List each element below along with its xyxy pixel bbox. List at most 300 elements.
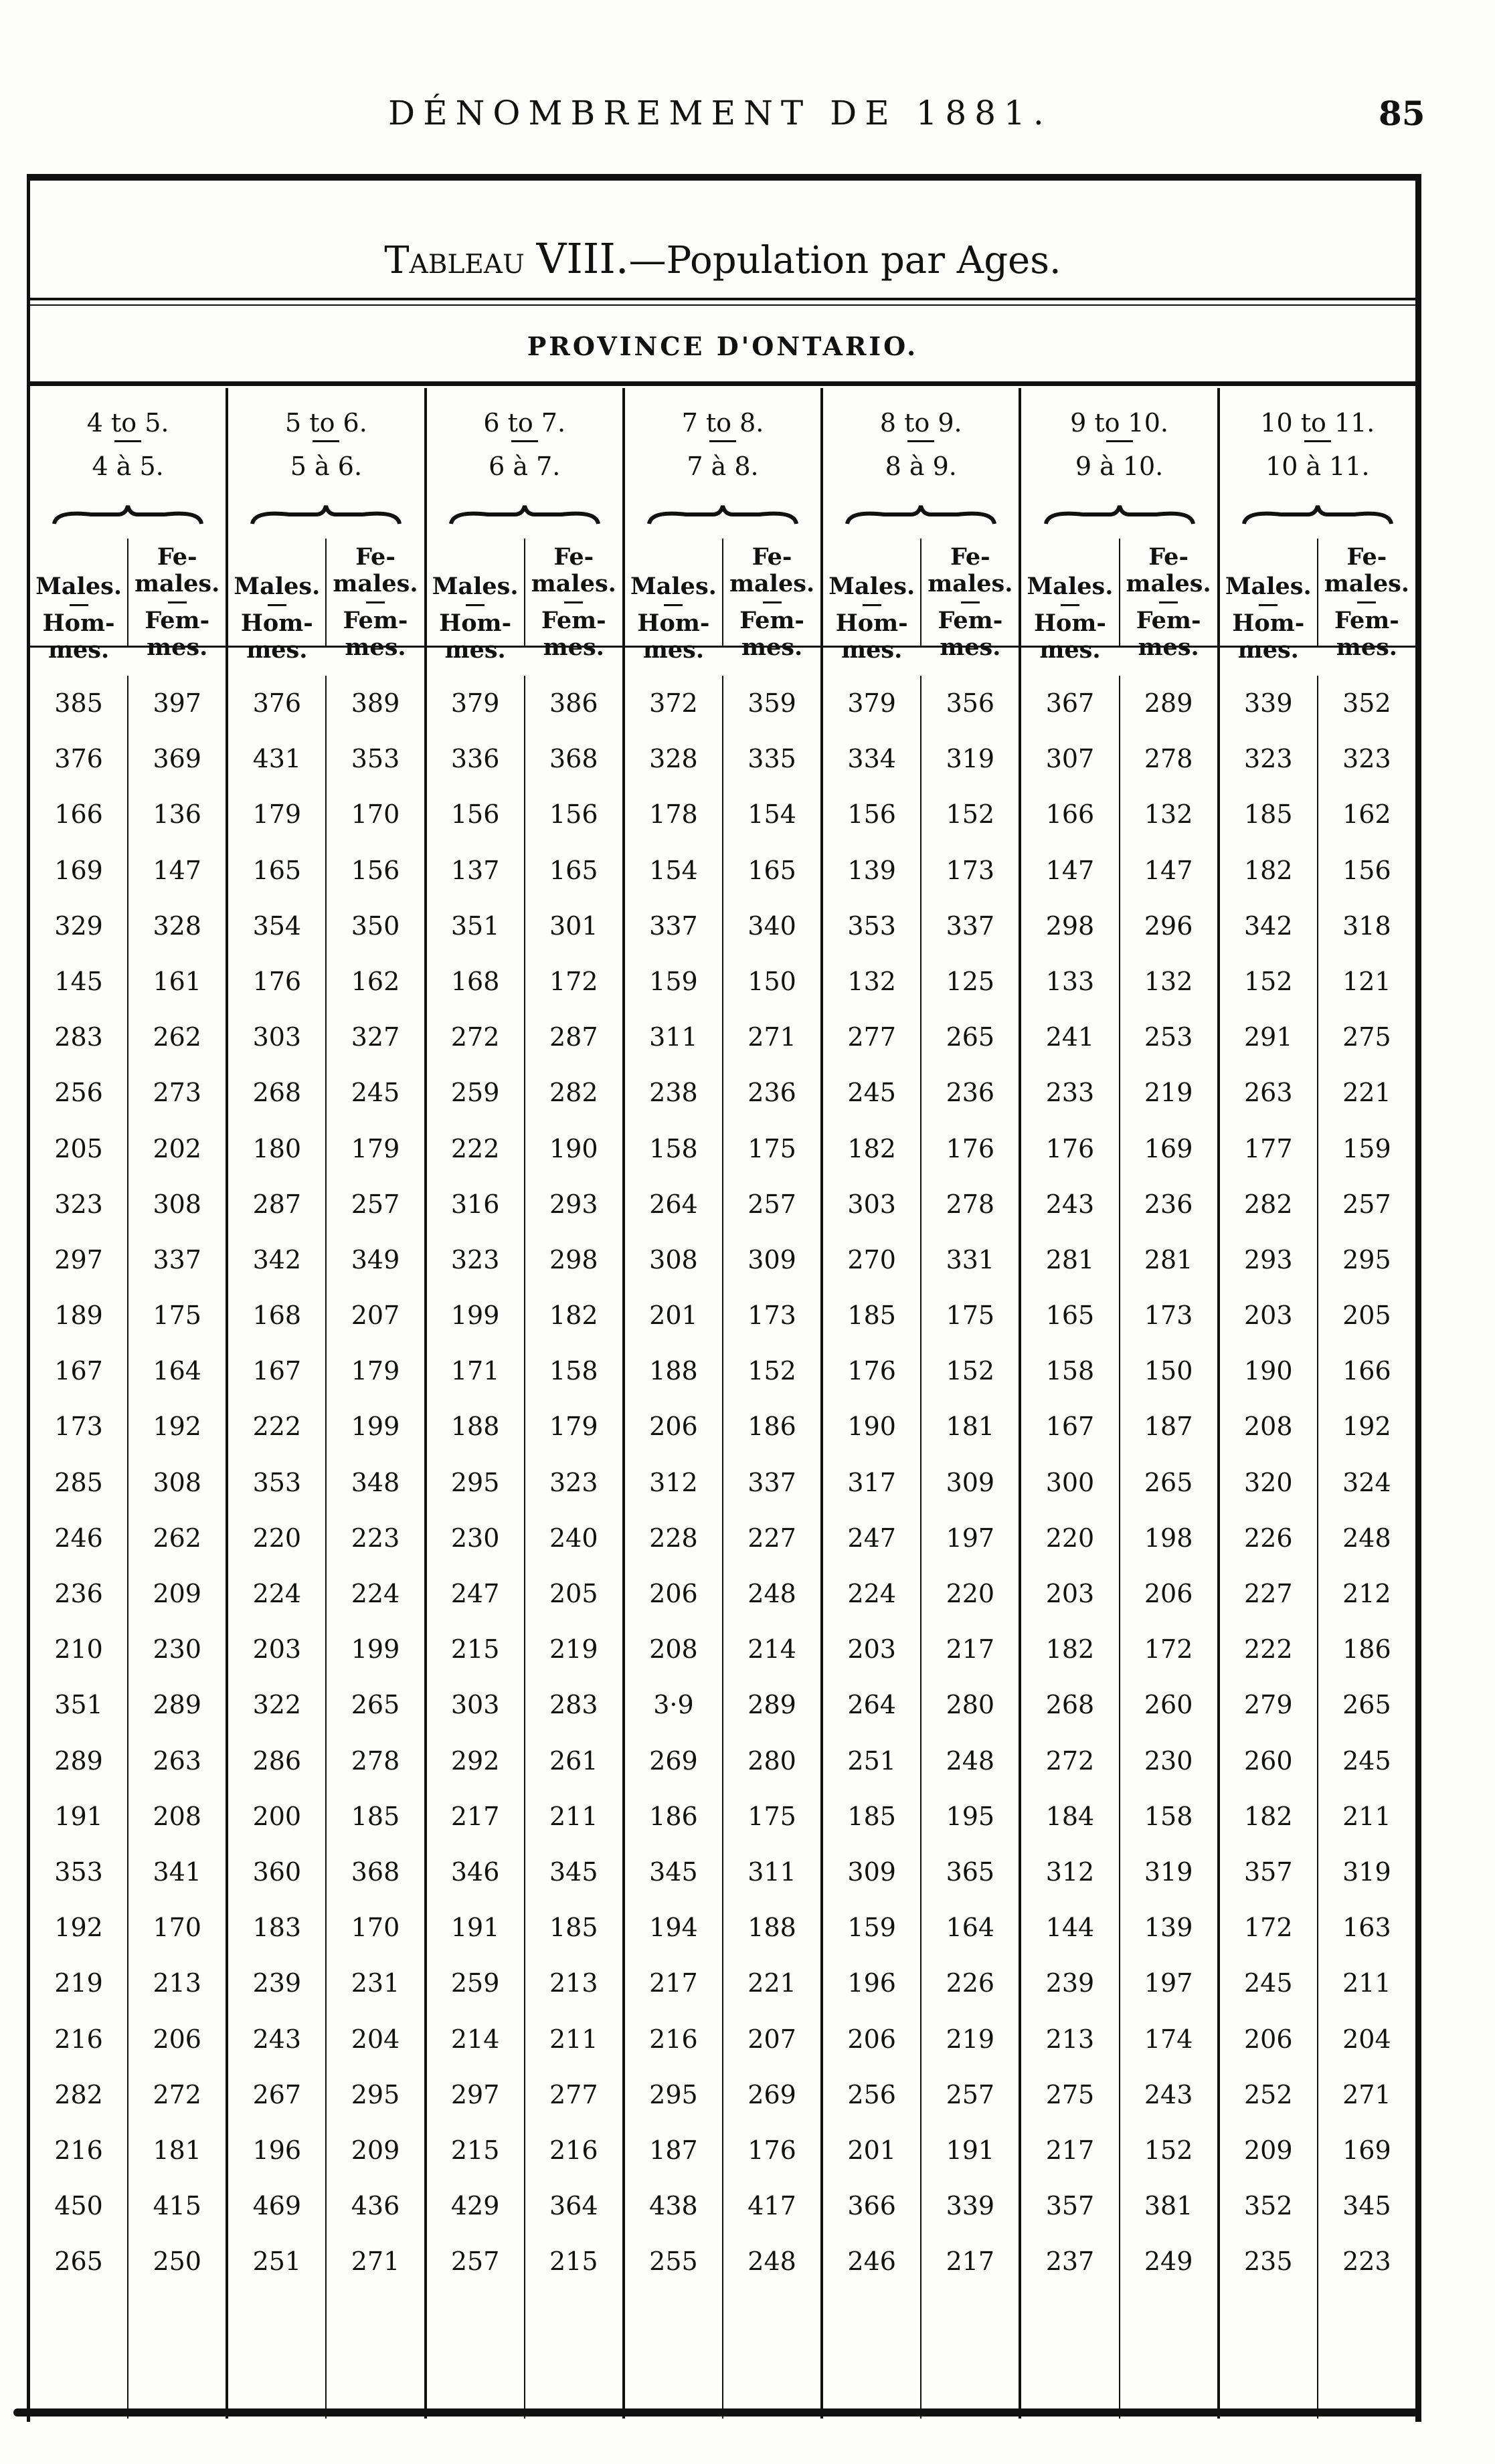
data-cell: 176	[1045, 1133, 1095, 1163]
data-cell: 206	[1144, 1579, 1193, 1608]
sex-subheader	[823, 539, 1019, 664]
data-cell: 182	[847, 1133, 896, 1163]
data-cell: 150	[748, 966, 796, 996]
females-column	[921, 676, 1019, 2419]
data-cell: 185	[351, 1801, 400, 1831]
data-cell: 158	[549, 1356, 598, 1386]
data-cell: 253	[1144, 1022, 1193, 1052]
data-cell: 298	[549, 1244, 598, 1274]
data-cell: 248	[946, 1745, 995, 1776]
data-cell: 289	[153, 1690, 201, 1720]
data-cell: 243	[252, 2024, 302, 2054]
data-cell: 156	[450, 799, 500, 830]
data-cell: 279	[1243, 1690, 1293, 1720]
data-cell: 182	[549, 1301, 598, 1331]
data-cell: 176	[847, 1356, 896, 1386]
data-cell: 176	[252, 966, 302, 996]
data-cell: 221	[1342, 1078, 1391, 1108]
females-column	[1120, 676, 1217, 2419]
age-groups	[30, 388, 1415, 2419]
data-cell: 152	[946, 1356, 995, 1386]
page-number: 85	[1379, 94, 1425, 133]
data-cell: 297	[450, 2079, 500, 2109]
data-cell: 257	[946, 2079, 995, 2109]
data-cell: 166	[54, 799, 103, 830]
age-range-en: 9 to 10.	[1021, 408, 1217, 442]
data-cell: 191	[946, 2135, 995, 2165]
age-range-en: 7 to 8.	[625, 408, 820, 442]
data-cell: 173	[748, 1301, 796, 1331]
data-cell: 136	[153, 799, 201, 830]
data-cell: 353	[54, 1857, 103, 1887]
data-cell: 173	[946, 855, 995, 885]
males-column	[625, 676, 723, 2419]
data-cell: 469	[252, 2191, 302, 2221]
data-cell: 289	[748, 1690, 796, 1720]
data-cell: 264	[649, 1189, 698, 1219]
data-cell: 170	[153, 1913, 201, 1943]
data-cell: 206	[649, 1412, 698, 1442]
data-cell: 227	[1243, 1579, 1293, 1608]
data-cell: 223	[351, 1523, 400, 1553]
data-cell: 220	[946, 1579, 995, 1608]
data-cell: 312	[1045, 1857, 1095, 1887]
data-cell: 248	[748, 2247, 796, 2277]
females-header: Fe- males. Fem- mes.	[1126, 543, 1211, 661]
data-cell: 339	[946, 2191, 995, 2221]
data-cell: 415	[153, 2191, 201, 2221]
data-cell: 204	[351, 2024, 400, 2054]
data-cell: 386	[549, 688, 598, 718]
data-cell: 303	[847, 1189, 896, 1219]
data-cell: 174	[1144, 2024, 1193, 2054]
data-cell: 319	[1342, 1857, 1391, 1887]
data-cell: 309	[847, 1857, 896, 1887]
age-group-column	[1021, 388, 1219, 2419]
age-group-column	[30, 388, 228, 2419]
data-cell: 256	[847, 2079, 896, 2109]
age-range-fr: 6 à 7.	[489, 452, 561, 481]
data-cell: 211	[549, 2024, 598, 2054]
data-cell: 161	[153, 966, 201, 996]
data-cell: 295	[450, 1467, 500, 1497]
data-cell: 379	[450, 688, 500, 718]
data-cell: 270	[847, 1244, 896, 1274]
data-cell: 262	[153, 1523, 201, 1553]
data-cell: 216	[549, 2135, 598, 2165]
data-cell: 207	[748, 2024, 796, 2054]
data-cell: 152	[1243, 966, 1293, 996]
data-cell: 287	[252, 1189, 302, 1219]
data-cell: 133	[1045, 966, 1095, 996]
data-cell: 217	[450, 1801, 500, 1831]
data-cell: 220	[1045, 1523, 1095, 1553]
data-cell: 246	[54, 1523, 103, 1553]
data-cell: 166	[1045, 799, 1095, 830]
data-cell: 184	[1045, 1801, 1095, 1831]
data-cell: 260	[1144, 1690, 1193, 1720]
data-cell: 170	[351, 1913, 400, 1943]
data-cell: 323	[450, 1244, 500, 1274]
data-cell: 172	[1144, 1634, 1193, 1665]
data-cell: 185	[549, 1913, 598, 1943]
age-range-en: 6 to 7.	[427, 408, 622, 442]
data-cell: 429	[450, 2191, 500, 2221]
females-column	[525, 676, 622, 2419]
data-cell: 147	[1144, 855, 1193, 885]
females-header: Fe- males. Fem- mes.	[928, 543, 1013, 661]
age-range-fr: 4 à 5.	[92, 452, 164, 481]
running-head	[0, 94, 1495, 140]
data-cell: 289	[54, 1745, 103, 1776]
data-body	[427, 676, 622, 2419]
data-cell: 322	[252, 1690, 302, 1720]
data-cell: 364	[549, 2191, 598, 2221]
data-cell: 257	[748, 1189, 796, 1219]
data-cell: 162	[351, 966, 400, 996]
data-cell: 156	[1342, 855, 1391, 885]
data-cell: 181	[153, 2135, 201, 2165]
females-column	[327, 676, 424, 2419]
data-cell: 199	[450, 1301, 500, 1331]
data-cell: 264	[847, 1690, 896, 1720]
data-cell: 201	[847, 2135, 896, 2165]
data-cell: 231	[351, 1968, 400, 1998]
data-cell: 308	[649, 1244, 698, 1274]
data-cell: 303	[450, 1690, 500, 1720]
data-cell: 186	[1342, 1634, 1391, 1665]
data-cell: 337	[946, 911, 995, 941]
data-cell: 286	[252, 1745, 302, 1776]
data-cell: 216	[54, 2135, 103, 2165]
data-cell: 262	[153, 1022, 201, 1052]
data-cell: 210	[54, 1634, 103, 1665]
data-cell: 211	[1342, 1968, 1391, 1998]
data-body	[30, 676, 226, 2419]
brace-icon	[1043, 504, 1197, 527]
data-cell: 337	[748, 1467, 796, 1497]
data-cell: 164	[153, 1356, 201, 1386]
data-cell: 205	[549, 1579, 598, 1608]
data-cell: 263	[153, 1745, 201, 1776]
data-cell: 217	[1045, 2135, 1095, 2165]
data-cell: 154	[748, 799, 796, 830]
data-cell: 248	[1342, 1523, 1391, 1553]
data-cell: 240	[549, 1523, 598, 1553]
data-cell: 337	[153, 1244, 201, 1274]
data-cell: 331	[946, 1244, 995, 1274]
data-cell: 281	[1045, 1244, 1095, 1274]
data-cell: 217	[946, 2247, 995, 2277]
data-cell: 179	[549, 1412, 598, 1442]
data-cell: 185	[847, 1301, 896, 1331]
data-cell: 139	[847, 855, 896, 885]
data-cell: 289	[1144, 688, 1193, 718]
data-cell: 257	[1342, 1189, 1391, 1219]
data-cell: 277	[847, 1022, 896, 1052]
data-cell: 182	[1045, 1634, 1095, 1665]
data-cell: 121	[1342, 966, 1391, 996]
data-body	[1220, 676, 1415, 2419]
age-range-fr: 9 à 10.	[1075, 452, 1164, 481]
data-cell: 336	[450, 744, 500, 774]
data-cell: 298	[1045, 911, 1095, 941]
running-title: DÉNOMBREMENT DE 1881.	[388, 94, 1052, 132]
data-cell: 309	[946, 1467, 995, 1497]
data-cell: 230	[1144, 1745, 1193, 1776]
data-cell: 168	[252, 1301, 302, 1331]
data-cell: 328	[153, 911, 201, 941]
data-cell: 158	[1144, 1801, 1193, 1831]
data-cell: 317	[847, 1467, 896, 1497]
data-cell: 192	[1342, 1412, 1391, 1442]
data-cell: 191	[54, 1801, 103, 1831]
data-cell: 366	[847, 2191, 896, 2221]
data-cell: 245	[847, 1078, 896, 1108]
females-column	[1318, 676, 1415, 2419]
data-cell: 190	[847, 1412, 896, 1442]
data-cell: 187	[649, 2135, 698, 2165]
data-cell: 271	[351, 2247, 400, 2277]
data-cell: 337	[649, 911, 698, 941]
females-header: Fe- males. Fem- mes.	[1324, 543, 1409, 661]
data-cell: 316	[450, 1189, 500, 1219]
data-cell: 257	[450, 2247, 500, 2277]
data-cell: 167	[1045, 1412, 1095, 1442]
data-cell: 323	[549, 1467, 598, 1497]
data-cell: 219	[1144, 1078, 1193, 1108]
data-cell: 194	[649, 1913, 698, 1943]
data-cell: 185	[847, 1801, 896, 1831]
data-cell: 186	[649, 1801, 698, 1831]
age-group-column	[1220, 388, 1415, 2419]
data-cell: 368	[549, 744, 598, 774]
dash-rule	[1106, 440, 1133, 442]
data-body	[1021, 676, 1217, 2419]
data-cell: 208	[1243, 1412, 1293, 1442]
males-header: Males. Hom- mes.	[1220, 539, 1318, 646]
data-cell: 417	[748, 2191, 796, 2221]
data-cell: 246	[847, 2247, 896, 2277]
data-cell: 182	[1243, 1801, 1293, 1831]
brace-icon	[646, 504, 800, 527]
data-cell: 285	[54, 1467, 103, 1497]
data-cell: 235	[1243, 2247, 1293, 2277]
data-cell: 205	[1342, 1301, 1391, 1331]
data-cell: 272	[1045, 1745, 1095, 1776]
data-cell: 203	[1045, 1579, 1095, 1608]
data-cell: 353	[351, 744, 400, 774]
data-cell: 209	[1243, 2135, 1293, 2165]
data-cell: 341	[153, 1857, 201, 1887]
data-cell: 219	[54, 1968, 103, 1998]
sex-subheader	[228, 539, 424, 664]
data-cell: 365	[946, 1857, 995, 1887]
data-cell: 271	[748, 1022, 796, 1052]
data-cell: 158	[1045, 1356, 1095, 1386]
age-range-fr: 8 à 9.	[885, 452, 957, 481]
frame-bottom-rule	[13, 2408, 1419, 2416]
data-cell: 268	[252, 1078, 302, 1108]
data-cell: 222	[1243, 1634, 1293, 1665]
data-cell: 197	[946, 1523, 995, 1553]
data-cell: 252	[1243, 2079, 1293, 2109]
data-cell: 238	[649, 1078, 698, 1108]
females-header: Fe- males. Fem- mes.	[531, 543, 616, 661]
dash-rule	[1304, 440, 1331, 442]
data-cell: 278	[1144, 744, 1193, 774]
males-column	[1220, 676, 1318, 2419]
males-column	[823, 676, 921, 2419]
data-cell: 223	[1342, 2247, 1391, 2277]
sex-subheader	[30, 539, 226, 664]
data-cell: 308	[153, 1189, 201, 1219]
data-cell: 438	[649, 2191, 698, 2221]
data-cell: 247	[847, 1523, 896, 1553]
data-cell: 214	[450, 2024, 500, 2054]
data-cell: 233	[1045, 1078, 1095, 1108]
data-cell: 173	[1144, 1301, 1193, 1331]
data-cell: 323	[1243, 744, 1293, 774]
data-cell: 239	[252, 1968, 302, 1998]
data-cell: 144	[1045, 1913, 1095, 1943]
brace-icon	[448, 504, 602, 527]
data-cell: 295	[1342, 1244, 1391, 1274]
data-cell: 152	[748, 1356, 796, 1386]
data-cell: 206	[847, 2024, 896, 2054]
data-cell: 431	[252, 744, 302, 774]
females-header: Fe- males. Fem- mes.	[333, 543, 418, 661]
data-cell: 230	[153, 1634, 201, 1665]
data-cell: 165	[252, 855, 302, 885]
data-cell: 189	[54, 1301, 103, 1331]
data-cell: 259	[450, 1968, 500, 1998]
data-cell: 323	[54, 1189, 103, 1219]
data-cell: 215	[549, 2247, 598, 2277]
data-cell: 295	[351, 2079, 400, 2109]
data-cell: 251	[847, 1745, 896, 1776]
data-cell: 206	[153, 2024, 201, 2054]
data-cell: 191	[450, 1913, 500, 1943]
data-cell: 125	[946, 966, 995, 996]
data-cell: 181	[946, 1412, 995, 1442]
data-cell: 167	[54, 1356, 103, 1386]
data-cell: 265	[946, 1022, 995, 1052]
data-cell: 154	[649, 855, 698, 885]
data-cell: 308	[153, 1467, 201, 1497]
males-column	[427, 676, 525, 2419]
data-cell: 335	[748, 744, 796, 774]
data-cell: 267	[252, 2079, 302, 2109]
data-cell: 282	[54, 2079, 103, 2109]
age-range-en: 5 to 6.	[228, 408, 424, 442]
data-cell: 275	[1045, 2079, 1095, 2109]
data-cell: 219	[946, 2024, 995, 2054]
data-cell: 320	[1243, 1467, 1293, 1497]
data-cell: 296	[1144, 911, 1193, 941]
data-cell: 268	[1045, 1690, 1095, 1720]
data-cell: 283	[549, 1690, 598, 1720]
data-cell: 170	[351, 799, 400, 830]
data-cell: 214	[748, 1634, 796, 1665]
dash-rule	[709, 440, 736, 442]
data-cell: 277	[549, 2079, 598, 2109]
males-header: Males. Hom- mes.	[228, 539, 327, 646]
data-cell: 132	[847, 966, 896, 996]
data-cell: 291	[1243, 1022, 1293, 1052]
data-cell: 372	[649, 688, 698, 718]
table-title-rest: —Population par Ages.	[628, 239, 1061, 282]
data-cell: 275	[1342, 1022, 1391, 1052]
data-cell: 190	[1243, 1356, 1293, 1386]
data-cell: 221	[748, 1968, 796, 1998]
data-cell: 208	[153, 1801, 201, 1831]
data-cell: 369	[153, 744, 201, 774]
data-cell: 269	[649, 1745, 698, 1776]
data-cell: 282	[549, 1078, 598, 1108]
data-cell: 311	[649, 1022, 698, 1052]
data-cell: 397	[153, 688, 201, 718]
data-cell: 354	[252, 911, 302, 941]
data-body	[625, 676, 820, 2419]
data-cell: 340	[748, 911, 796, 941]
data-cell: 237	[1045, 2247, 1095, 2277]
data-cell: 188	[450, 1412, 500, 1442]
data-cell: 247	[450, 1579, 500, 1608]
data-cell: 348	[351, 1467, 400, 1497]
data-cell: 272	[153, 2079, 201, 2109]
data-cell: 204	[1342, 2024, 1391, 2054]
data-cell: 324	[1342, 1467, 1391, 1497]
data-cell: 278	[946, 1189, 995, 1219]
data-cell: 186	[748, 1412, 796, 1442]
age-range-en: 8 to 9.	[823, 408, 1019, 442]
data-cell: 211	[1342, 1801, 1391, 1831]
data-cell: 334	[847, 744, 896, 774]
data-cell: 250	[153, 2247, 201, 2277]
data-cell: 352	[1243, 2191, 1293, 2221]
table-title-prefix: Tableau	[384, 239, 525, 282]
data-cell: 353	[847, 911, 896, 941]
data-cell: 159	[1342, 1133, 1391, 1163]
data-cell: 339	[1243, 688, 1293, 718]
age-group-column	[228, 388, 426, 2419]
data-cell: 297	[54, 1244, 103, 1274]
data-cell: 180	[252, 1133, 302, 1163]
data-cell: 176	[946, 1133, 995, 1163]
data-cell: 211	[549, 1801, 598, 1831]
data-cell: 350	[351, 911, 400, 941]
data-cell: 175	[748, 1133, 796, 1163]
data-cell: 209	[351, 2135, 400, 2165]
data-cell: 241	[1045, 1022, 1095, 1052]
data-cell: 272	[450, 1022, 500, 1052]
data-cell: 178	[649, 799, 698, 830]
age-range-fr: 7 à 8.	[687, 452, 759, 481]
data-cell: 353	[252, 1467, 302, 1497]
data-cell: 345	[649, 1857, 698, 1887]
data-cell: 257	[351, 1189, 400, 1219]
age-group-column	[427, 388, 625, 2419]
data-cell: 196	[847, 1968, 896, 1998]
data-cell: 303	[252, 1022, 302, 1052]
data-cell: 179	[351, 1133, 400, 1163]
data-cell: 236	[946, 1078, 995, 1108]
data-cell: 179	[351, 1356, 400, 1386]
data-cell: 3·9	[653, 1690, 694, 1720]
data-cell: 165	[748, 855, 796, 885]
province-rule	[30, 381, 1415, 386]
